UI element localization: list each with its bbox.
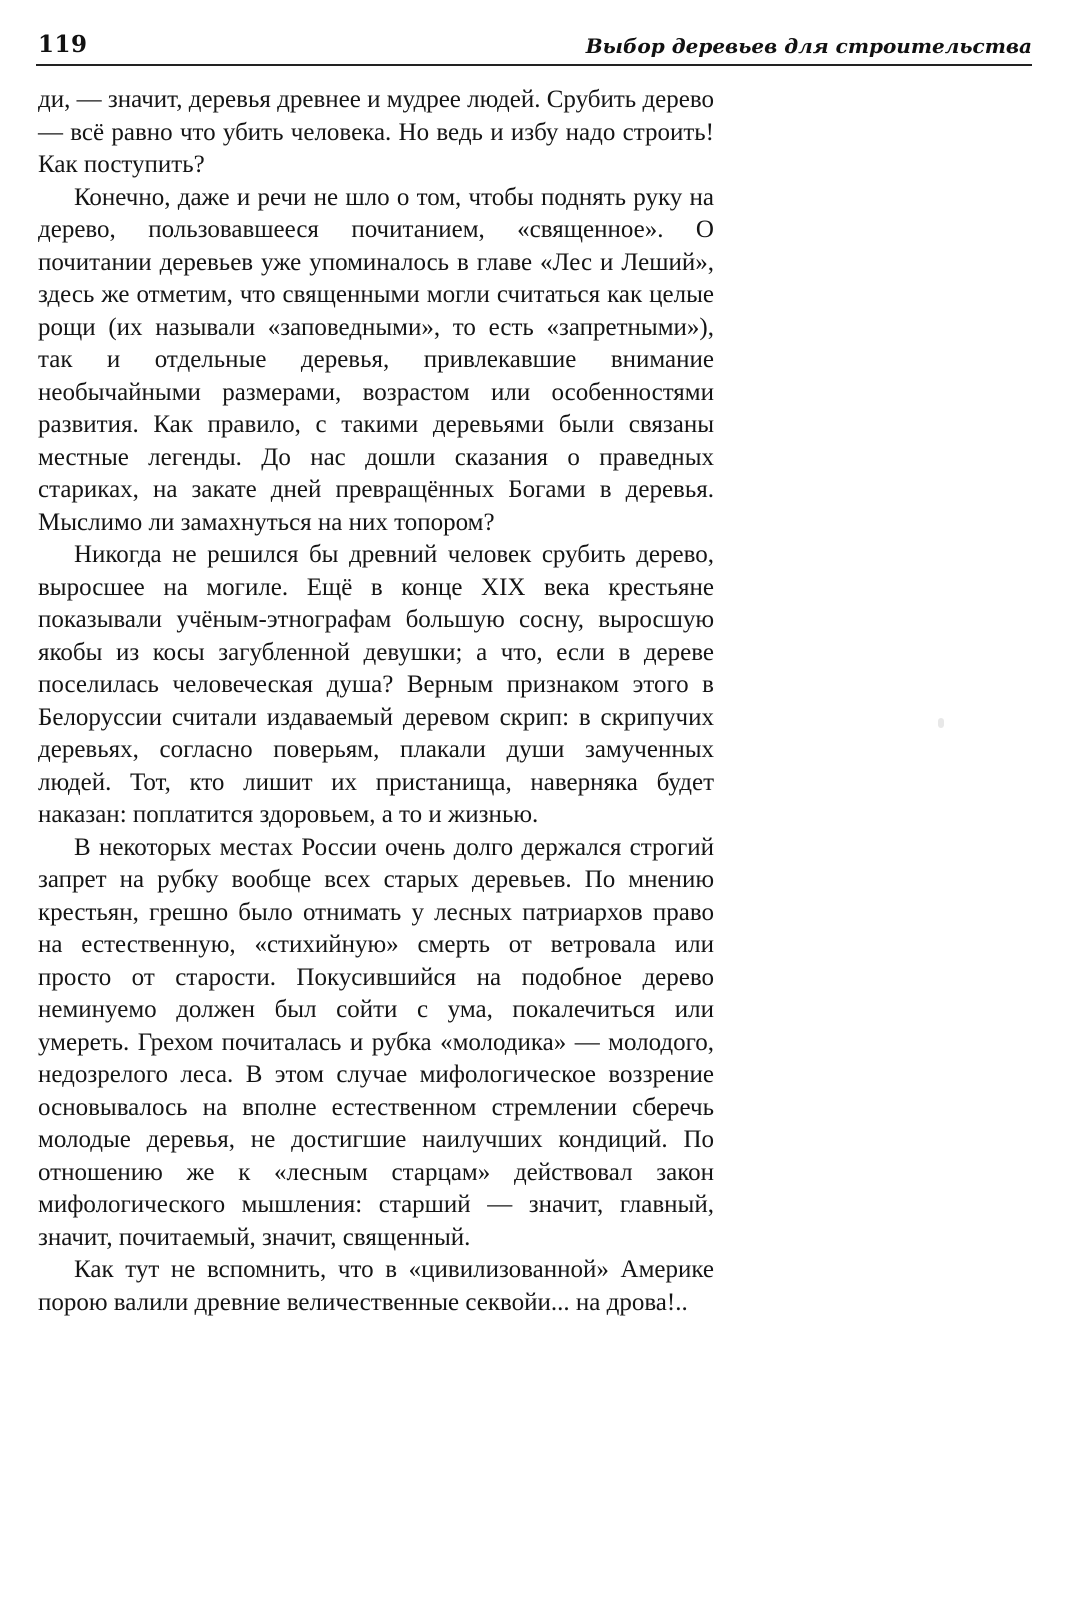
paragraph-continuation: ди, — значит, деревья древнее и мудрее людей. Срубить дерево — всё равно что убить человека. Но ведь и избу надо строить! Как поступить? [38, 86, 714, 178]
running-head [36, 26, 1032, 66]
paragraph-sacred-trees: Конечно, даже и речи не шло о том, чтобы поднять руку на дерево, пользовавшееся почитанием, «священное». О почитании деревьев уже упоминалось в главе «Лес и Леший», здесь же отметим, что священными могли считаться как целые рощи (их называли «заповедными», то есть «запретными»), так и отдельные деревья, привлекавшие внимание необычайными размерами, возрастом или особенностями развития. Как правило, с такими деревьями были связаны местные легенды. До нас дошли сказания о праведных стариках, на закате дней превращённых Богами в деревья. Мыслимо ли замахнуться на них топором? [38, 183, 714, 536]
paragraph-sequoias: Как тут не вспомнить, что в «цивилизованной» Америке порою валили древние величественные секвойи... на дрова!.. [38, 1256, 714, 1316]
body-text [38, 84, 714, 1319]
paragraph-grave-tree: Никогда не решился бы древний человек срубить дерево, выросшее на могиле. Ещё в конце XIX века крестьяне показывали учёным-этнографам большую сосну, выросшую якобы из косы загубленной девушки; а что, если в дереве поселилась человеческая душа? Верным признаком этого в Белоруссии считали издаваемый деревом скрип: в скрипучих деревьях, согласно поверьям, плакали души замученных людей. Тот, кто лишит их пристанища, наверняка будет наказан: поплатится здоровьем, а то и жизнью. [38, 541, 714, 828]
page-number: 119 [38, 31, 88, 58]
section-title: Выбор деревьев для строительства [585, 34, 1032, 58]
paragraph-old-trees-ban: В некоторых местах России очень долго держался строгий запрет на рубку вообще всех старых деревьев. По мнению крестьян, грешно было отнимать у лесных патриархов право на естественную, «стихийную» смерть от ветровала или просто от старости. Покусившийся на подобное дерево неминуемо должен был сойти с ума, покалечиться или умереть. Грехом почиталась и рубка «молодика» — молодого, недозрелого леса. В этом случае мифологическое воззрение основывалось на вполне естественном стремлении сберечь молодые деревья, не достигшие наилучших кондиций. По отношению же к «лесным старцам» действовал закон мифологического мышления: старший — значит, главный, значит, почитаемый, значит, священный. [38, 833, 714, 1251]
scan-speck [938, 718, 944, 728]
